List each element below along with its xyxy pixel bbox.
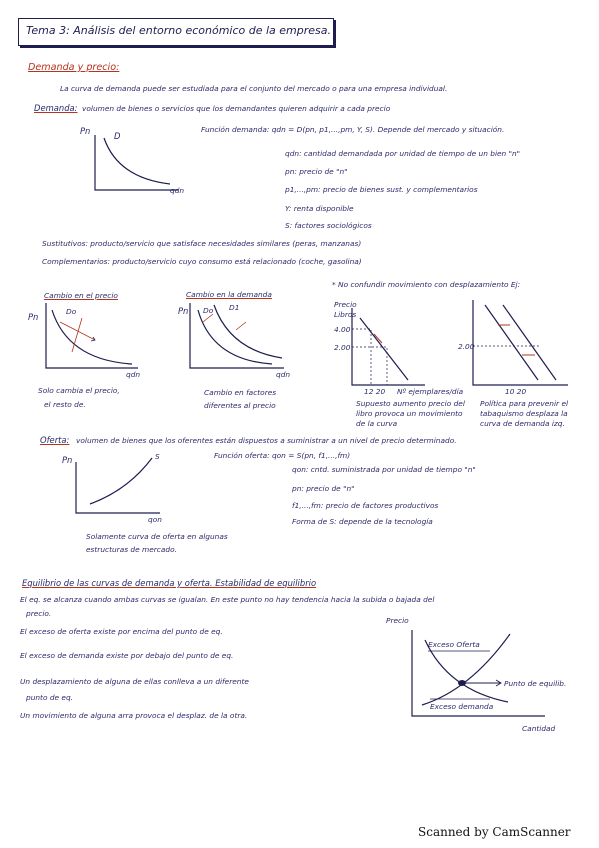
exceso-demanda-label: Exceso demanda — [430, 702, 494, 711]
demand-graph-y: Pn — [80, 126, 91, 136]
libros-caption-1: Supuesto aumento precio del — [356, 399, 465, 408]
libros-tick-400: 4.00 — [334, 325, 351, 334]
tabaco-caption-1: Política para prevenir el — [480, 399, 569, 408]
oferta-var-3: f1,...,fm: precio de factores productivos — [292, 501, 439, 510]
demanda-var-5: S: factores sociológicos — [285, 221, 372, 230]
cambio-precio-caption-1: Solo cambia el precio, — [38, 386, 120, 395]
supply-graph-x: qon — [148, 515, 162, 524]
exceso-oferta-label: Exceso Oferta — [428, 640, 480, 649]
oferta-var-4: Forma de S: depende de la tecnología — [292, 517, 433, 526]
cambio-demanda-y: Pn — [178, 306, 189, 316]
supply-graph-curve: S — [155, 452, 160, 461]
demand-graph-curve: D — [114, 131, 121, 141]
equilibrio-bullet-4b: punto de eq. — [26, 693, 74, 702]
libros-tick-200: 2.00 — [334, 343, 351, 352]
demanda-definition: volumen de bienes o servicios que los demandantes quieren adquirir a cada precio — [82, 104, 391, 113]
equilibrio-bullet-3: El exceso de demanda existe por debajo del punto de eq. — [20, 651, 234, 660]
equilibrio-bullet-4: Un desplazamiento de alguna de ellas conlleva a un diferente — [20, 677, 249, 686]
libros-caption-2: libro provoca un movimiento — [356, 409, 463, 418]
cambio-precio-y: Pn — [28, 312, 39, 322]
cambio-demanda-x: qdn — [276, 370, 291, 379]
equilibrio-bullet-5: Un movimiento de alguna arra provoca el desplaz. de la otra. — [20, 711, 248, 720]
equilibrio-bullet-2: El exceso de oferta existe por encima del punto de eq. — [20, 627, 223, 636]
oferta-caption-2: estructuras de mercado. — [86, 545, 177, 554]
demanda-term: Demanda: — [34, 103, 78, 113]
demanda-var-2: pn: precio de "n" — [285, 167, 348, 176]
equilibrium-graph-y: Precio — [386, 616, 409, 625]
libros-caption-3: de la curva — [356, 419, 398, 428]
demanda-intro: La curva de demanda puede ser estudiada para el conjunto del mercado o para una empresa individual. — [60, 84, 448, 93]
supply-graph-y: Pn — [62, 455, 73, 465]
cambio-demanda-heading: Cambio en la demanda — [186, 290, 272, 299]
page-title: Tema 3: Análisis del entorno económico de la empresa. — [26, 24, 332, 37]
demanda-var-4: Y: renta disponible — [285, 204, 354, 213]
scanner-watermark: Scanned by CamScanner — [418, 825, 571, 839]
tabaco-x-ticks: 10 20 — [505, 387, 527, 396]
cambio-demanda-caption-2: diferentes al precio — [204, 401, 276, 410]
equilibrium-graph-x: Cantidad — [522, 724, 556, 733]
oferta-var-1: qon: cntd. suministrada por unidad de tiempo "n" — [292, 465, 476, 474]
funcion-oferta: Función oferta: qon = S(pn, f1,...,fm) — [214, 451, 351, 460]
libros-y-label-1: Precio — [334, 300, 357, 309]
equilibrio-bullet-1b: precio. — [26, 609, 52, 618]
demanda-var-3: p1,...,pm: precio de bienes sust. y complementarios — [285, 185, 478, 194]
libros-y-label-2: Libros — [334, 310, 357, 319]
complementarios-line: Complementarios: producto/servicio cuyo consumo está relacionado (coche, gasolina) — [42, 257, 362, 266]
libros-x-ticks: 12 20 — [364, 387, 386, 396]
cambio-precio-x: qdn — [126, 370, 141, 379]
tabaco-tick-200: 2.00 — [458, 342, 475, 351]
cambio-demanda-curve-b: D1 — [229, 303, 240, 312]
demanda-var-1: qdn: cantidad demandada por unidad de tiempo de un bien "n" — [285, 149, 521, 158]
equilibrio-bullet-1: El eq. se alcanza cuando ambas curvas se igualan. En este punto no hay tendencia hacia la subida o bajada del — [20, 595, 435, 604]
demand-graph-x: qdn — [170, 186, 185, 195]
tabaco-caption-2: tabaquismo desplaza la — [480, 409, 568, 418]
cambio-precio-caption-2: el resto de. — [44, 400, 86, 409]
oferta-caption-1: Solamente curva de oferta en algunas — [86, 532, 228, 541]
cambio-precio-curve: Do — [66, 307, 77, 316]
funcion-demanda: Función demanda: qdn = D(pn, p1,...,pm, Y, S). Depende del mercado y situación. — [201, 125, 505, 134]
libros-x-label: Nº ejemplares/día — [397, 387, 464, 396]
oferta-definition: volumen de bienes que los oferentes están dispuestos a suministrar a un nivel de precio determinado. — [76, 436, 457, 445]
no-confundir-heading: * No confundir movimiento con desplazamiento Ej: — [332, 280, 521, 289]
cambio-demanda-caption-1: Cambio en factores — [204, 388, 277, 397]
tabaco-caption-3: curva de demanda izq. — [480, 419, 565, 428]
oferta-var-2: pn: precio de "n" — [292, 484, 355, 493]
oferta-term: Oferta: — [40, 435, 70, 445]
section-heading-demanda: Demanda y precio: — [28, 62, 120, 73]
equilibrio-heading: Equilibrio de las curvas de demanda y oferta. Estabilidad de equilibrio — [22, 578, 317, 588]
punto-equilibrio-label: Punto de equilib. — [504, 679, 567, 688]
cambio-precio-heading: Cambio en el precio — [44, 291, 118, 300]
sustitutivos-line: Sustitutivos: producto/servicio que satisface necesidades similares (peras, manzanas) — [42, 239, 362, 248]
cambio-demanda-curve-a: Do — [203, 306, 214, 315]
